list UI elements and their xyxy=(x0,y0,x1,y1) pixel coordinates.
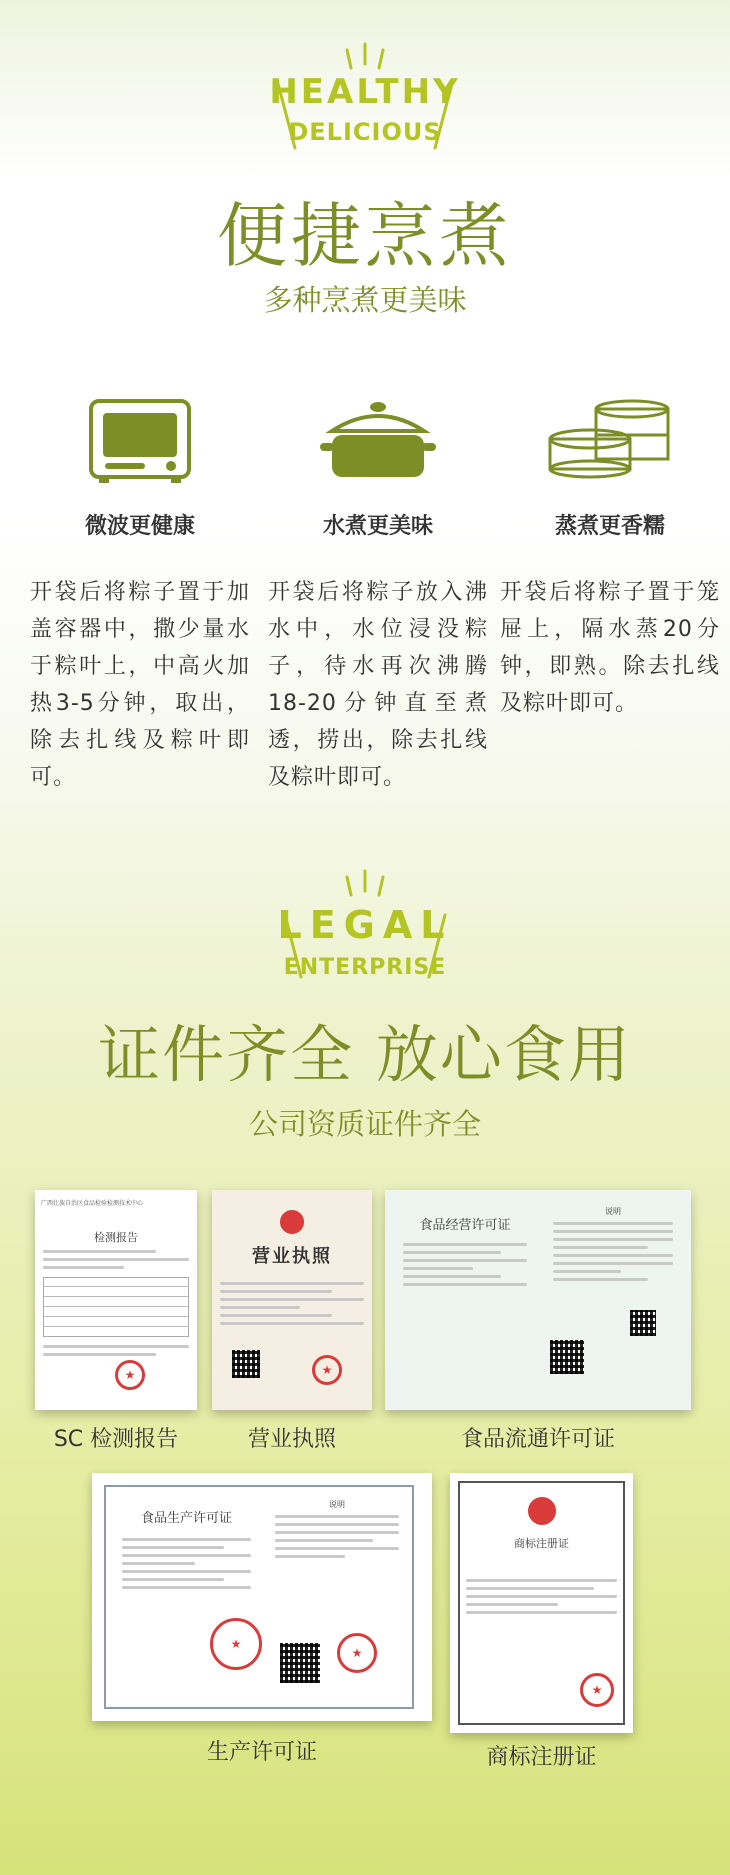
method-desc: 开袋后将粽子置于加盖容器中，撒少量水于粽叶上，中高火加热3-5分钟，取出，除去扎线及粽叶即可。 xyxy=(30,580,250,790)
method-name: 蒸煮更香糯 xyxy=(554,514,665,539)
cert-heading: 营业执照 xyxy=(252,1246,332,1267)
cert-caption: 说明 xyxy=(605,1207,621,1216)
healthy-delicious-badge xyxy=(255,20,475,170)
badge-line2: DELICIOUS xyxy=(288,118,442,146)
cert-business-license xyxy=(212,1190,372,1410)
section2-title: 证件齐全 放心食用 xyxy=(98,1018,632,1091)
method-steam xyxy=(500,385,720,722)
cert-caption: 说明 xyxy=(329,1500,345,1509)
method-microwave xyxy=(30,385,250,796)
cert-heading: 食品生产许可证 xyxy=(140,1511,232,1526)
badge-line1: HEALTHY xyxy=(269,72,461,112)
cert-heading: 商标注册证 xyxy=(514,1537,569,1550)
section2-subtitle: 公司资质证件齐全 xyxy=(248,1107,481,1141)
badge-line1: LEGAL xyxy=(277,903,453,947)
method-name: 水煮更美味 xyxy=(322,514,433,539)
page-title: 便捷烹煮 xyxy=(217,195,513,277)
method-desc: 开袋后将粽子放入沸水中，水位浸没粽子，待水再次沸腾18-20分钟直至煮透，捞出，除去扎线及粽叶即可。 xyxy=(268,580,488,790)
cert-caption: 广西壮族自治区食品检验检测技术中心 xyxy=(41,1200,144,1207)
page-subtitle: 多种烹煮更美味 xyxy=(263,283,467,317)
cert-heading: 食品经营许可证 xyxy=(419,1218,511,1233)
badge-line2: ENTERPRISE xyxy=(283,955,447,980)
method-boil xyxy=(268,385,488,796)
cert-label: 营业执照 xyxy=(247,1427,336,1452)
cert-production-permit xyxy=(92,1473,432,1721)
method-name: 微波更健康 xyxy=(84,514,195,539)
cert-label: 生产许可证 xyxy=(206,1740,317,1765)
legal-enterprise-badge xyxy=(255,865,475,1015)
cert-label: 商标注册证 xyxy=(486,1745,597,1770)
cert-heading: 检测报告 xyxy=(94,1231,138,1244)
cert-food-operation xyxy=(385,1190,691,1410)
method-desc: 开袋后将粽子置于笼屉上，隔水蒸20分钟，即熟。除去扎线及粽叶即可。 xyxy=(500,580,720,716)
microwave-icon xyxy=(30,385,250,495)
cert-trademark xyxy=(450,1473,633,1733)
pot-icon xyxy=(268,385,488,495)
cert-label: 食品流通许可证 xyxy=(460,1427,615,1452)
steamer-icon xyxy=(500,385,720,495)
cert-label: SC 检测报告 xyxy=(53,1427,179,1452)
cert-sc-report xyxy=(35,1190,197,1410)
